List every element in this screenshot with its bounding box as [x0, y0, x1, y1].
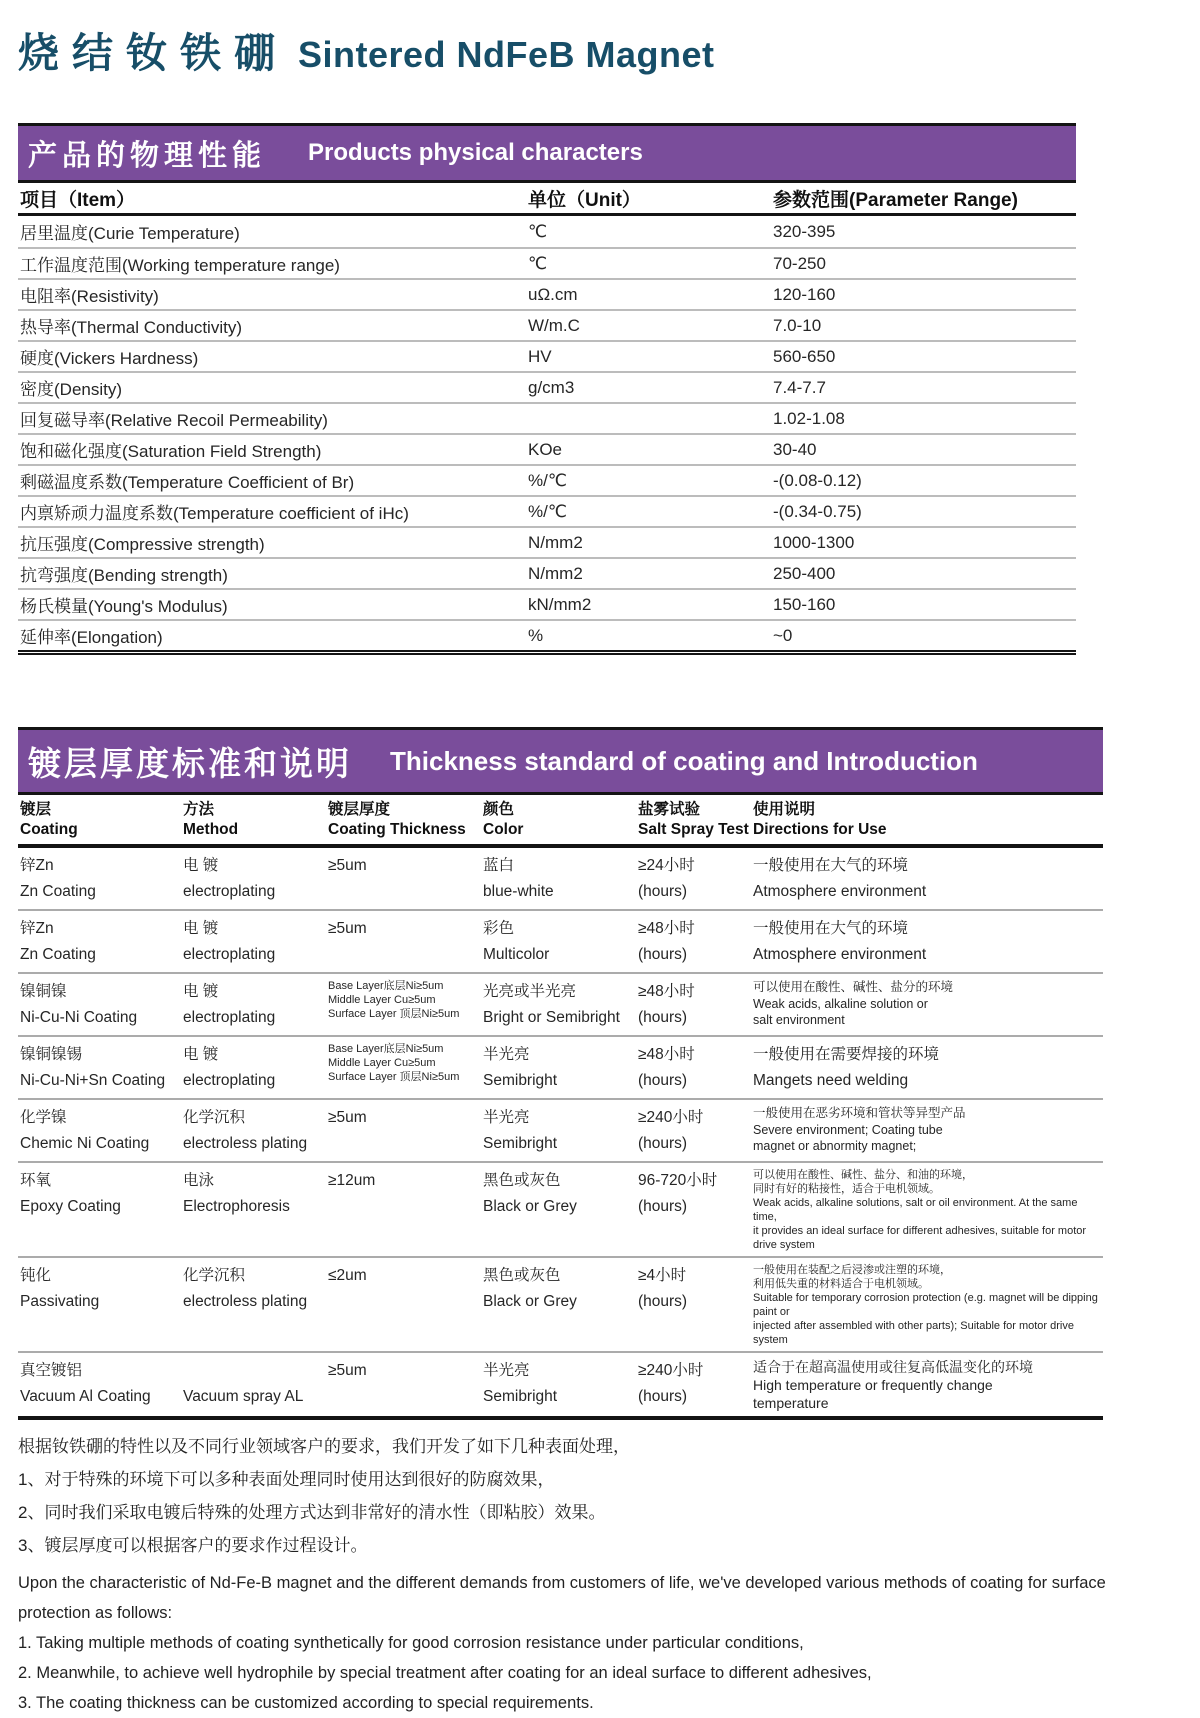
- physical-range-cell: 120-160: [773, 284, 836, 304]
- physical-item-cell: 居里温度(Curie Temperature): [20, 224, 240, 243]
- cell-line: Bright or Semibright: [483, 1009, 620, 1026]
- column-header-directions-zh: 使用说明: [753, 801, 816, 818]
- cell-line: electroplating: [183, 1072, 276, 1089]
- physical-item-cell: 抗压强度(Compressive strength): [20, 535, 265, 554]
- physical-table-row: [18, 216, 1076, 247]
- cell-line: Surface Layer 顶层Ni≥5um: [328, 1071, 460, 1083]
- cell-line: ≥240小时: [638, 1109, 704, 1126]
- coating-band-title-zh: 镀层厚度标准和说明: [28, 744, 352, 782]
- cell-line: ≥48小时: [638, 983, 695, 1000]
- cell-line: electroplating: [183, 946, 276, 963]
- coating-salt-cell: [638, 1263, 753, 1347]
- coating-directions-cell: [753, 979, 1101, 1031]
- coating-coating-cell: [18, 1042, 183, 1094]
- cell-line: (hours): [638, 1293, 688, 1310]
- coating-directions-cell: [753, 1263, 1101, 1347]
- physical-item-cell: 硬度(Vickers Hardness): [20, 349, 199, 368]
- physical-table-row: [18, 526, 1076, 557]
- coating-table-row: [18, 972, 1103, 1035]
- physical-properties-section: [18, 123, 1076, 655]
- physical-unit-cell: KOe: [528, 439, 563, 459]
- page-title: [18, 20, 1182, 79]
- coating-coating-cell: [18, 916, 183, 968]
- cell-line: 一般使用在大气的环境: [753, 857, 909, 874]
- physical-table-row: [18, 402, 1076, 433]
- coating-color-cell: [483, 979, 638, 1031]
- column-header-thickness-zh: 镀层厚度: [328, 801, 391, 818]
- coating-method-cell: [183, 1358, 328, 1412]
- coating-method-cell: [183, 979, 328, 1031]
- coating-table-header-row: [18, 795, 1103, 848]
- notes-en-item-1: 1. Taking multiple methods of coating synthetically for good corrosion resistance under particular conditions,: [18, 1634, 804, 1652]
- cell-line: (hours): [638, 1388, 688, 1405]
- coating-thickness-cell: [328, 1263, 483, 1347]
- cell-line: Passivating: [20, 1293, 100, 1310]
- coating-color-cell: [483, 853, 638, 905]
- physical-unit-cell: %/℃: [528, 470, 567, 490]
- physical-item-cell: 饱和磁化强度(Saturation Field Strength): [20, 442, 322, 461]
- cell-line: Multicolor: [483, 946, 550, 963]
- physical-unit-cell: ℃: [528, 253, 548, 273]
- cell-line: Zn Coating: [20, 946, 96, 963]
- cell-line: Black or Grey: [483, 1293, 577, 1310]
- physical-unit-cell: ℃: [528, 221, 548, 241]
- cell-line: 一般使用在装配之后浸渗或注塑的环境，: [753, 1264, 951, 1276]
- cell-line: ≥24小时: [638, 857, 695, 874]
- cell-line: ≥4小时: [638, 1267, 687, 1284]
- notes-zh-item-2: 2、同时我们采取电镀后特殊的处理方式达到非常好的清水性（即粘胶）效果。: [18, 1503, 606, 1522]
- column-header-directions: [753, 800, 1101, 840]
- cell-line: 半光亮: [483, 1109, 530, 1126]
- coating-color-cell: [483, 1168, 638, 1252]
- cell-line: (hours): [638, 1198, 688, 1215]
- coating-color-cell: [483, 1105, 638, 1157]
- column-header-salt-zh: 盐雾试验: [638, 801, 701, 818]
- cell-line: ≥5um: [328, 1362, 367, 1379]
- physical-item-cell: 延伸率(Elongation): [20, 628, 163, 647]
- cell-line: 96-720小时: [638, 1172, 718, 1189]
- coating-table-row: [18, 1256, 1103, 1351]
- physical-unit-cell: N/mm2: [528, 532, 583, 552]
- cell-line: electroplating: [183, 883, 276, 900]
- physical-range-cell: 1.02-1.08: [773, 408, 845, 428]
- physical-table-header-row: [18, 183, 1076, 216]
- physical-unit-cell: HV: [528, 346, 552, 366]
- physical-unit-cell: kN/mm2: [528, 594, 592, 614]
- cell-line: 电 镀: [183, 920, 219, 937]
- cell-line: 半光亮: [483, 1362, 530, 1379]
- coating-color-cell: [483, 1358, 638, 1412]
- notes-english: [18, 1568, 1178, 1718]
- column-header-thickness: [328, 800, 483, 840]
- cell-line: 化学沉积: [183, 1109, 246, 1126]
- cell-line: ≤2um: [328, 1267, 367, 1284]
- cell-line: 锌Zn: [20, 920, 54, 937]
- coating-directions-cell: [753, 853, 1101, 905]
- coating-salt-cell: [638, 916, 753, 968]
- cell-line: 钝化: [20, 1267, 52, 1284]
- physical-table-row: [18, 371, 1076, 402]
- coating-method-cell: [183, 1168, 328, 1252]
- physical-range-cell: -(0.08-0.12): [773, 470, 862, 490]
- physical-table-row: [18, 464, 1076, 495]
- cell-line: 可以使用在酸性、碱性、盐分的环境: [753, 980, 954, 994]
- notes-zh-item-1: 1、对于特殊的环境下可以多种表面处理同时使用达到很好的防腐效果，: [18, 1470, 555, 1489]
- cell-line: 一般使用在大气的环境: [753, 920, 909, 937]
- notes-en-item-3: 3. The coating thickness can be customized according to special requirements.: [18, 1694, 594, 1712]
- cell-line: Semibright: [483, 1135, 558, 1152]
- coating-salt-cell: [638, 1168, 753, 1252]
- cell-line: electroplating: [183, 1009, 276, 1026]
- coating-color-cell: [483, 916, 638, 968]
- column-header-method-zh: 方法: [183, 801, 215, 818]
- coating-band-title-en: Thickness standard of coating and Introduction: [390, 745, 978, 776]
- cell-line: 电 镀: [183, 1046, 219, 1063]
- coating-method-cell: [183, 1042, 328, 1094]
- column-header-color: [483, 800, 638, 840]
- column-header-salt-spray-test: [638, 800, 753, 840]
- physical-range-cell: 70-250: [773, 253, 826, 273]
- physical-table-row: [18, 619, 1076, 650]
- physical-table-row: [18, 340, 1076, 371]
- coating-thickness-cell: [328, 1358, 483, 1412]
- cell-line: 同时有好的粘接性，适合于电机领域。: [753, 1183, 940, 1195]
- column-header-color-zh: 颜色: [483, 801, 515, 818]
- cell-line: Ni-Cu-Ni Coating: [20, 1009, 138, 1026]
- cell-line: ≥5um: [328, 857, 367, 874]
- column-header-coating: [18, 800, 183, 840]
- cell-line: Zn Coating: [20, 883, 96, 900]
- cell-line: ≥5um: [328, 1109, 367, 1126]
- cell-line: it provides an ideal surface for different adhesives, suitable for motor drive system: [753, 1225, 1087, 1251]
- physical-table-row: [18, 433, 1076, 464]
- coating-method-cell: [183, 1263, 328, 1347]
- cell-line: Weak acids, alkaline solution or: [753, 996, 928, 1011]
- physical-band-title-zh: 产品的物理性能: [28, 139, 267, 172]
- coating-thickness-cell: [328, 916, 483, 968]
- cell-line: Ni-Cu-Ni+Sn Coating: [20, 1072, 166, 1089]
- cell-line: Semibright: [483, 1072, 558, 1089]
- cell-line: 半光亮: [483, 1046, 530, 1063]
- cell-line: salt environment: [753, 1013, 845, 1027]
- physical-item-cell: 电阻率(Resistivity): [20, 287, 159, 306]
- coating-salt-cell: [638, 979, 753, 1031]
- cell-line: Base Layer底层Ni≥5um: [328, 980, 444, 992]
- coating-directions-cell: [753, 916, 1101, 968]
- coating-salt-cell: [638, 1358, 753, 1412]
- physical-range-cell: 1000-1300: [773, 532, 855, 552]
- coating-thickness-cell: [328, 1042, 483, 1094]
- cell-line: 化学镍: [20, 1109, 67, 1126]
- cell-line: 镍铜镍锡: [20, 1046, 83, 1063]
- coating-section-band: [18, 727, 1103, 795]
- cell-line: ≥12um: [328, 1172, 376, 1189]
- cell-line: Middle Layer Cu≥5um: [328, 994, 436, 1006]
- cell-line: Middle Layer Cu≥5um: [328, 1057, 436, 1069]
- physical-item-cell: 杨氏模量(Young's Modulus): [20, 597, 228, 616]
- physical-table-row: [18, 309, 1076, 340]
- physical-item-cell: 内禀矫顽力温度系数(Temperature coefficient of iHc): [20, 504, 409, 523]
- coating-section: [18, 727, 1103, 1420]
- cell-line: temperature: [753, 1395, 829, 1411]
- cell-line: 化学沉积: [183, 1267, 246, 1284]
- cell-line: (hours): [638, 883, 688, 900]
- physical-unit-cell: W/m.C: [528, 315, 580, 335]
- notes-en-item-2: 2. Meanwhile, to achieve well hydrophile by special treatment after coating for an ideal surface to different adhesives,: [18, 1664, 872, 1682]
- physical-table-row: [18, 588, 1076, 619]
- column-header-parameter-range: 参数范围(Parameter Range): [773, 189, 1018, 211]
- cell-line: Atmosphere environment: [753, 946, 927, 963]
- cell-line: 彩色: [483, 920, 515, 937]
- notes-zh-item-3: 3、镀层厚度可以根据客户的要求作过程设计。: [18, 1536, 368, 1555]
- notes-en-intro: Upon the characteristic of Nd-Fe-B magnet and the different demands from customers of life, we've developed various methods of coating for surface protection as follows:: [18, 1574, 1106, 1622]
- cell-line: ≥48小时: [638, 1046, 695, 1063]
- physical-range-cell: 250-400: [773, 563, 836, 583]
- cell-line: 蓝白: [483, 857, 515, 874]
- cell-line: 适合于在超高温使用或往复高低温变化的环境: [753, 1359, 1033, 1375]
- cell-line: electroless plating: [183, 1293, 308, 1310]
- coating-directions-cell: [753, 1168, 1101, 1252]
- physical-item-cell: 工作温度范围(Working temperature range): [20, 256, 340, 275]
- notes-zh-intro: 根据钕铁硼的特性以及不同行业领域客户的要求，我们开发了如下几种表面处理，: [18, 1437, 630, 1456]
- coating-coating-cell: [18, 1263, 183, 1347]
- column-header-coating-en: Coating: [20, 821, 78, 838]
- cell-line: 黑色或灰色: [483, 1172, 561, 1189]
- physical-unit-cell: %: [528, 625, 544, 645]
- cell-line: blue-white: [483, 883, 554, 900]
- coating-method-cell: [183, 1105, 328, 1157]
- cell-line: (hours): [638, 1072, 688, 1089]
- physical-item-cell: 抗弯强度(Bending strength): [20, 566, 228, 585]
- physical-section-band: [18, 123, 1076, 183]
- physical-unit-cell: uΩ.cm: [528, 284, 578, 304]
- cell-line: Surface Layer 顶层Ni≥5um: [328, 1008, 460, 1020]
- cell-line: ≥240小时: [638, 1362, 704, 1379]
- cell-line: 环氧: [20, 1172, 52, 1189]
- cell-line: ≥48小时: [638, 920, 695, 937]
- coating-table-row: [18, 1351, 1103, 1416]
- physical-unit-cell: g/cm3: [528, 377, 575, 397]
- column-header-directions-en: Directions for Use: [753, 821, 887, 838]
- coating-salt-cell: [638, 1105, 753, 1157]
- cell-line: (hours): [638, 1135, 688, 1152]
- cell-line: 利用低失重的材料适合于电机领域。: [753, 1278, 929, 1290]
- column-header-coating-zh: 镀层: [20, 801, 52, 818]
- cell-line: High temperature or frequently change: [753, 1377, 993, 1393]
- cell-line: Severe environment; Coating tube: [753, 1122, 943, 1137]
- cell-line: ≥5um: [328, 920, 367, 937]
- coating-directions-cell: [753, 1358, 1101, 1412]
- coating-coating-cell: [18, 1358, 183, 1412]
- cell-line: 电泳: [183, 1172, 215, 1189]
- cell-line: Electrophoresis: [183, 1198, 290, 1215]
- page-title-zh: 烧结钕铁硼: [18, 30, 288, 76]
- physical-item-cell: 回复磁导率(Relative Recoil Permeability): [20, 411, 328, 430]
- column-header-color-en: Color: [483, 821, 524, 838]
- physical-range-cell: 150-160: [773, 594, 836, 614]
- physical-table-row: [18, 278, 1076, 309]
- coating-table-row: [18, 1161, 1103, 1256]
- coating-salt-cell: [638, 853, 753, 905]
- physical-range-cell: 7.4-7.7: [773, 377, 826, 397]
- physical-range-cell: -(0.34-0.75): [773, 501, 862, 521]
- cell-line: (hours): [638, 946, 688, 963]
- column-header-item: 项目（Item）: [20, 189, 136, 211]
- cell-line: 可以使用在酸性、碱性、盐分、和油的环境，: [753, 1169, 973, 1181]
- coating-table-row: [18, 1098, 1103, 1161]
- cell-line: 真空镀铝: [20, 1362, 83, 1379]
- physical-band-title-en: Products physical characters: [308, 139, 643, 166]
- page-title-en: Sintered NdFeB Magnet: [298, 34, 715, 75]
- cell-line: magnet or abnormity magnet;: [753, 1139, 917, 1153]
- coating-color-cell: [483, 1042, 638, 1094]
- column-header-method-en: Method: [183, 821, 239, 838]
- coating-table-body: [18, 848, 1103, 1420]
- cell-line: Vacuum Al Coating: [20, 1388, 151, 1405]
- cell-line: 镍铜镍: [20, 983, 67, 1000]
- column-header-salt-en: Salt Spray Test: [638, 821, 749, 838]
- coating-table-row: [18, 1035, 1103, 1098]
- physical-unit-cell: %/℃: [528, 501, 567, 521]
- coating-thickness-cell: [328, 853, 483, 905]
- coating-salt-cell: [638, 1042, 753, 1094]
- notes-chinese: [18, 1430, 1182, 1562]
- coating-thickness-cell: [328, 1105, 483, 1157]
- cell-line: 电 镀: [183, 857, 219, 874]
- cell-line: Mangets need welding: [753, 1072, 909, 1089]
- coating-coating-cell: [18, 853, 183, 905]
- physical-table-row: [18, 557, 1076, 588]
- coating-directions-cell: [753, 1105, 1101, 1157]
- physical-table-row: [18, 247, 1076, 278]
- cell-line: 一般使用在恶劣环境和管状等异型产品: [753, 1106, 966, 1120]
- cell-line: Suitable for temporary corrosion protection (e.g. magnet will be dipping paint or: [753, 1292, 1098, 1318]
- coating-color-cell: [483, 1263, 638, 1347]
- coating-coating-cell: [18, 1168, 183, 1252]
- coating-thickness-cell: [328, 1168, 483, 1252]
- physical-table-row: [18, 495, 1076, 526]
- cell-line: 黑色或灰色: [483, 1267, 561, 1284]
- coating-coating-cell: [18, 1105, 183, 1157]
- physical-range-cell: 560-650: [773, 346, 836, 366]
- column-header-method: [183, 800, 328, 840]
- coating-table-row: [18, 909, 1103, 972]
- cell-line: 锌Zn: [20, 857, 54, 874]
- cell-line: Chemic Ni Coating: [20, 1135, 150, 1152]
- column-header-thickness-en: Coating Thickness: [328, 821, 466, 838]
- cell-line: 光亮或半光亮: [483, 983, 577, 1000]
- coating-coating-cell: [18, 979, 183, 1031]
- physical-range-cell: 30-40: [773, 439, 817, 459]
- physical-unit-cell: N/mm2: [528, 563, 583, 583]
- physical-table-body: [18, 216, 1076, 655]
- cell-line: 电 镀: [183, 983, 219, 1000]
- column-header-unit: 单位（Unit）: [528, 189, 641, 211]
- coating-directions-cell: [753, 1042, 1101, 1094]
- cell-line: Epoxy Coating: [20, 1198, 121, 1215]
- cell-line: Base Layer底层Ni≥5um: [328, 1043, 444, 1055]
- physical-item-cell: 密度(Density): [20, 380, 123, 399]
- cell-line: Semibright: [483, 1388, 558, 1405]
- cell-line: injected after assembled with other parts); Suitable for motor drive system: [753, 1320, 1074, 1346]
- physical-range-cell: 7.0-10: [773, 315, 822, 335]
- coating-thickness-cell: [328, 979, 483, 1031]
- cell-line: 一般使用在需要焊接的环境: [753, 1046, 940, 1063]
- physical-item-cell: 剩磁温度系数(Temperature Coefficient of Br): [20, 473, 355, 492]
- coating-method-cell: [183, 853, 328, 905]
- cell-line: Atmosphere environment: [753, 883, 927, 900]
- cell-line: electroless plating: [183, 1135, 308, 1152]
- cell-line: (hours): [638, 1009, 688, 1026]
- cell-line: Black or Grey: [483, 1198, 577, 1215]
- cell-line: Weak acids, alkaline solutions, salt or oil environment. At the same time,: [753, 1197, 1078, 1223]
- physical-item-cell: 热导率(Thermal Conductivity): [20, 318, 242, 337]
- cell-line: [183, 1358, 328, 1384]
- physical-range-cell: 320-395: [773, 221, 836, 241]
- coating-table-row: [18, 848, 1103, 909]
- physical-range-cell: ~0: [773, 625, 793, 645]
- coating-method-cell: [183, 916, 328, 968]
- cell-line: Vacuum spray AL: [183, 1388, 304, 1405]
